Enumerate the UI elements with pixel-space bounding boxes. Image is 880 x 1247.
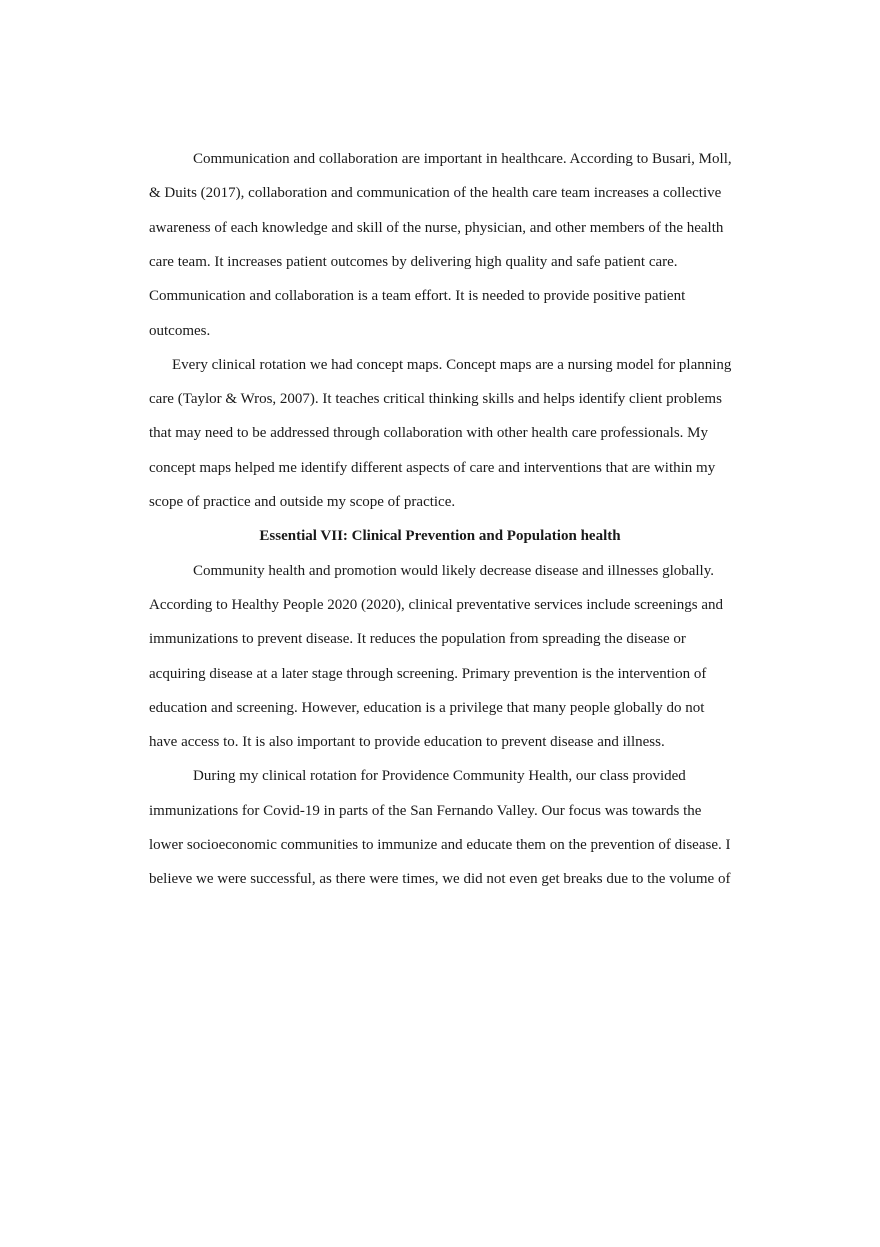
- paragraph-line: concept maps helped me identify different aspects of care and interventions that are within my: [149, 459, 716, 476]
- heading-text: Essential VII: Clinical Prevention and Population health: [259, 528, 621, 545]
- paragraph-line: awareness of each knowledge and skill of the nurse, physician, and other members of the health: [149, 219, 724, 236]
- paragraph-line: Communication and collaboration are important in healthcare. According to Busari, Moll,: [193, 151, 732, 167]
- paragraph-line: immunizations for Covid-19 in parts of the San Fernando Valley. Our focus was towards the: [149, 802, 702, 819]
- paragraph-line: scope of practice and outside my scope of practice.: [149, 494, 456, 510]
- paragraph-line: & Duits (2017), collaboration and communication of the health care team increases a collective: [149, 185, 722, 202]
- paragraph-line: that may need to be addressed through collaboration with other health care professionals. My: [149, 425, 708, 442]
- paragraph-line: outcomes.: [149, 322, 211, 339]
- paragraph-line: During my clinical rotation for Providence Community Health, our class provided: [193, 768, 686, 785]
- paragraph-line: Community health and promotion would likely decrease disease and illnesses globally.: [193, 562, 715, 579]
- paragraph-line: believe we were successful, as there were times, we did not even get breaks due to the volume of: [149, 871, 731, 888]
- paragraph-line: Communication and collaboration is a team effort. It is needed to provide positive patient: [149, 288, 686, 305]
- paragraph-line: care (Taylor & Wros, 2007). It teaches critical thinking skills and helps identify client problems: [149, 391, 722, 408]
- paragraph-line: Every clinical rotation we had concept maps. Concept maps are a nursing model for planning: [172, 356, 732, 373]
- paragraph-line: According to Healthy People 2020 (2020), clinical preventative services include screenings and: [149, 596, 723, 613]
- paragraph-line: lower socioeconomic communities to immunize and educate them on the prevention of disease. I: [149, 837, 731, 853]
- paragraph-line: acquiring disease at a later stage through screening. Primary prevention is the intervention of: [149, 665, 707, 682]
- paragraph-line: immunizations to prevent disease. It reduces the population from spreading the disease or: [149, 631, 686, 648]
- paragraph-line: care team. It increases patient outcomes by delivering high quality and safe patient care.: [149, 253, 678, 270]
- paragraph-line: have access to. It is also important to provide education to prevent disease and illness.: [149, 734, 665, 751]
- paragraph-line: education and screening. However, education is a privilege that many people globally do not: [149, 699, 705, 716]
